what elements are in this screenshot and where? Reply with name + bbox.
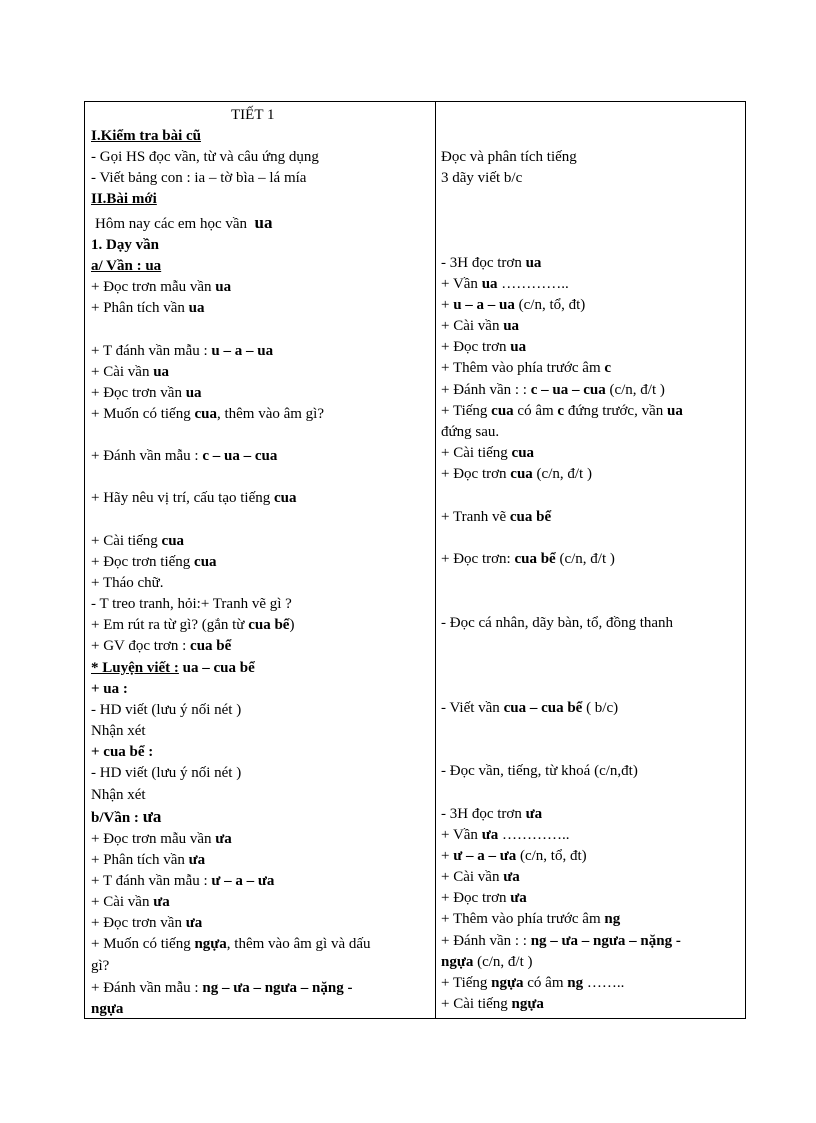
text-line: + Muốn có tiếng cua, thêm vào âm gì? — [91, 406, 325, 422]
text-line: + Đọc trơn ua — [441, 339, 527, 355]
text-line: + T đánh vần mẫu : u – a – ua — [91, 343, 274, 359]
text-line: + Đọc trơn ưa — [441, 890, 527, 906]
text-line: + Phân tích vần ưa — [91, 852, 206, 868]
text-line: + Cài tiếng ngựa — [441, 996, 544, 1012]
lesson-title: TIẾT 1 — [231, 107, 275, 123]
section-heading-review: I.Kiểm tra bài cũ — [91, 128, 201, 144]
text-line: + Cài vần ưa — [91, 894, 170, 910]
text-line: 3 dãy viết b/c — [441, 170, 523, 186]
text-line: + ư – a – ưa (c/n, tổ, đt) — [441, 848, 587, 864]
text-line: đứng sau. — [441, 424, 500, 440]
subsection-heading: * Luyện viết : ua – cua bể — [91, 660, 255, 676]
text-line: + Cài vần ưa — [441, 869, 520, 885]
text-line: + Thêm vào phía trước âm ng — [441, 911, 621, 927]
text-line: Đọc và phân tích tiếng — [441, 149, 577, 165]
text-line: + Đánh vần mẫu : c – ua – cua — [91, 448, 278, 464]
text-line: - T treo tranh, hỏi:+ Tranh vẽ gì ? — [91, 596, 292, 612]
text-line: Nhận xét — [91, 723, 146, 739]
subsection-heading: a/ Vần : ua — [91, 258, 162, 274]
text-line: + ua : — [91, 681, 128, 697]
text-line: - Đọc vần, tiếng, từ khoá (c/n,đt) — [441, 763, 638, 779]
text-line: gì? — [91, 958, 110, 974]
text-line: - HD viết (lưu ý nối nét ) — [91, 765, 242, 781]
text-line: + Đánh vần : : c – ua – cua (c/n, đ/t ) — [441, 382, 665, 398]
subsection-heading: b/Vần : ưa — [91, 807, 162, 826]
text-line: + Cài tiếng cua — [441, 445, 535, 461]
text-line: + Cài tiếng cua — [91, 533, 185, 549]
text-line: - 3H đọc trơn ưa — [441, 806, 543, 822]
text-line: ngựa (c/n, đ/t ) — [441, 954, 533, 970]
column-divider — [435, 102, 436, 1018]
text-line: + Thêm vào phía trước âm c — [441, 360, 612, 376]
text-line: + u – a – ua (c/n, tổ, đt) — [441, 297, 586, 313]
text-line: + GV đọc trơn : cua bể — [91, 638, 232, 654]
text-line: + Đọc trơn mẫu vần ua — [91, 279, 232, 295]
text-line: + Muốn có tiếng ngựa, thêm vào âm gì và dấu — [91, 936, 371, 952]
text-line: ngựa — [91, 1001, 124, 1017]
text-line: + cua bể : — [91, 744, 154, 760]
text-line: + Vần ua ………….. — [441, 276, 569, 292]
text-line: - Viết vần cua – cua bể ( b/c) — [441, 700, 619, 716]
text-line: - 3H đọc trơn ua — [441, 255, 542, 271]
subsection-heading: 1. Dạy vần — [91, 237, 159, 253]
text-line: + Đánh vần : : ng – ưa – ngưa – nặng - — [441, 933, 681, 949]
text-line: - Gọi HS đọc vần, từ và câu ứng dụng — [91, 149, 319, 165]
text-line: + Tiếng ngựa có âm ng …….. — [441, 975, 625, 991]
text-line: + Tranh vẽ cua bể — [441, 509, 552, 525]
text-line: Hôm nay các em học vần ua — [95, 213, 273, 232]
text-line: + Phân tích vần ua — [91, 300, 205, 316]
text-line: + Đánh vần mẫu : ng – ưa – ngưa – nặng - — [91, 980, 353, 996]
text-line: + Đọc trơn: cua bể (c/n, đ/t ) — [441, 551, 615, 567]
text-line: + Cài vần ua — [441, 318, 520, 334]
text-line: + Đọc trơn mẫu vần ưa — [91, 831, 232, 847]
text-line: + Tháo chữ. — [91, 575, 164, 591]
text-line: - HD viết (lưu ý nối nét ) — [91, 702, 242, 718]
text-line: + Đọc trơn cua (c/n, đ/t ) — [441, 466, 592, 482]
text-line: + Đọc trơn vần ưa — [91, 915, 203, 931]
text-line: + T đánh vần mẫu : ư – a – ưa — [91, 873, 275, 889]
section-heading-new: II.Bài mới — [91, 191, 157, 207]
text-line: + Hãy nêu vị trí, cấu tạo tiếng cua — [91, 490, 297, 506]
text-line: + Cài vần ua — [91, 364, 170, 380]
lesson-table — [84, 101, 746, 1019]
text-line: + Em rút ra từ gì? (gắn từ cua bể) — [91, 617, 295, 633]
text-line: + Đọc trơn vần ua — [91, 385, 202, 401]
text-line: + Vần ưa ………….. — [441, 827, 570, 843]
text-line: - Đọc cá nhân, dãy bàn, tổ, đồng thanh — [441, 615, 674, 631]
text-line: + Đọc trơn tiếng cua — [91, 554, 217, 570]
text-line: - Viết bảng con : ia – tờ bìa – lá mía — [91, 170, 307, 186]
text-line: Nhận xét — [91, 787, 146, 803]
text-line: + Tiếng cua có âm c đứng trước, vần ua — [441, 403, 683, 419]
